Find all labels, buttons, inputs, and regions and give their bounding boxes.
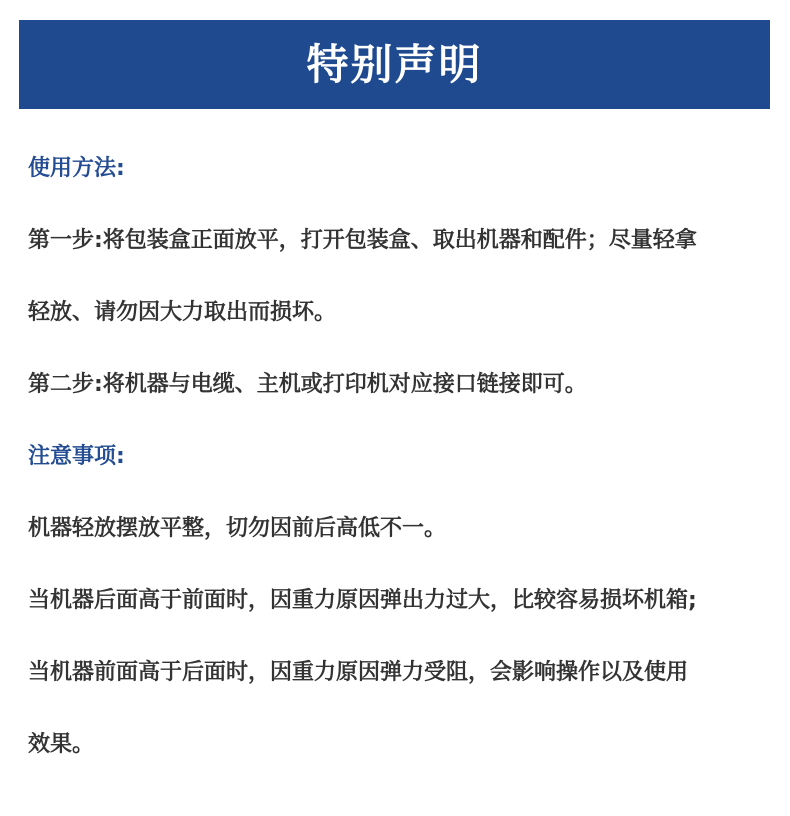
note-1: 机器轻放摆放平整，切勿因前后高低不一。 [28,516,447,541]
page-title: 特别声明 [306,39,483,89]
usage-step1-line1: 第一步:将包装盒正面放平，打开包装盒、取出机器和配件；尽量轻拿 [28,228,697,253]
note-3-line1: 当机器前面高于后面时，因重力原因弹力受阻，会影响操作以及使用 [28,660,689,685]
usage-step1-line2: 轻放、请勿因大力取出而损坏。 [28,300,337,325]
usage-step2: 第二步:将机器与电缆、主机或打印机对应接口链接即可。 [28,372,587,397]
title-banner [19,20,770,109]
note-2: 当机器后面高于前面时，因重力原因弹出力过大，比较容易损坏机箱; [28,588,697,613]
usage-heading: 使用方法: [28,156,125,181]
notes-heading: 注意事项: [28,444,125,469]
note-3-line2: 效果。 [28,732,95,757]
